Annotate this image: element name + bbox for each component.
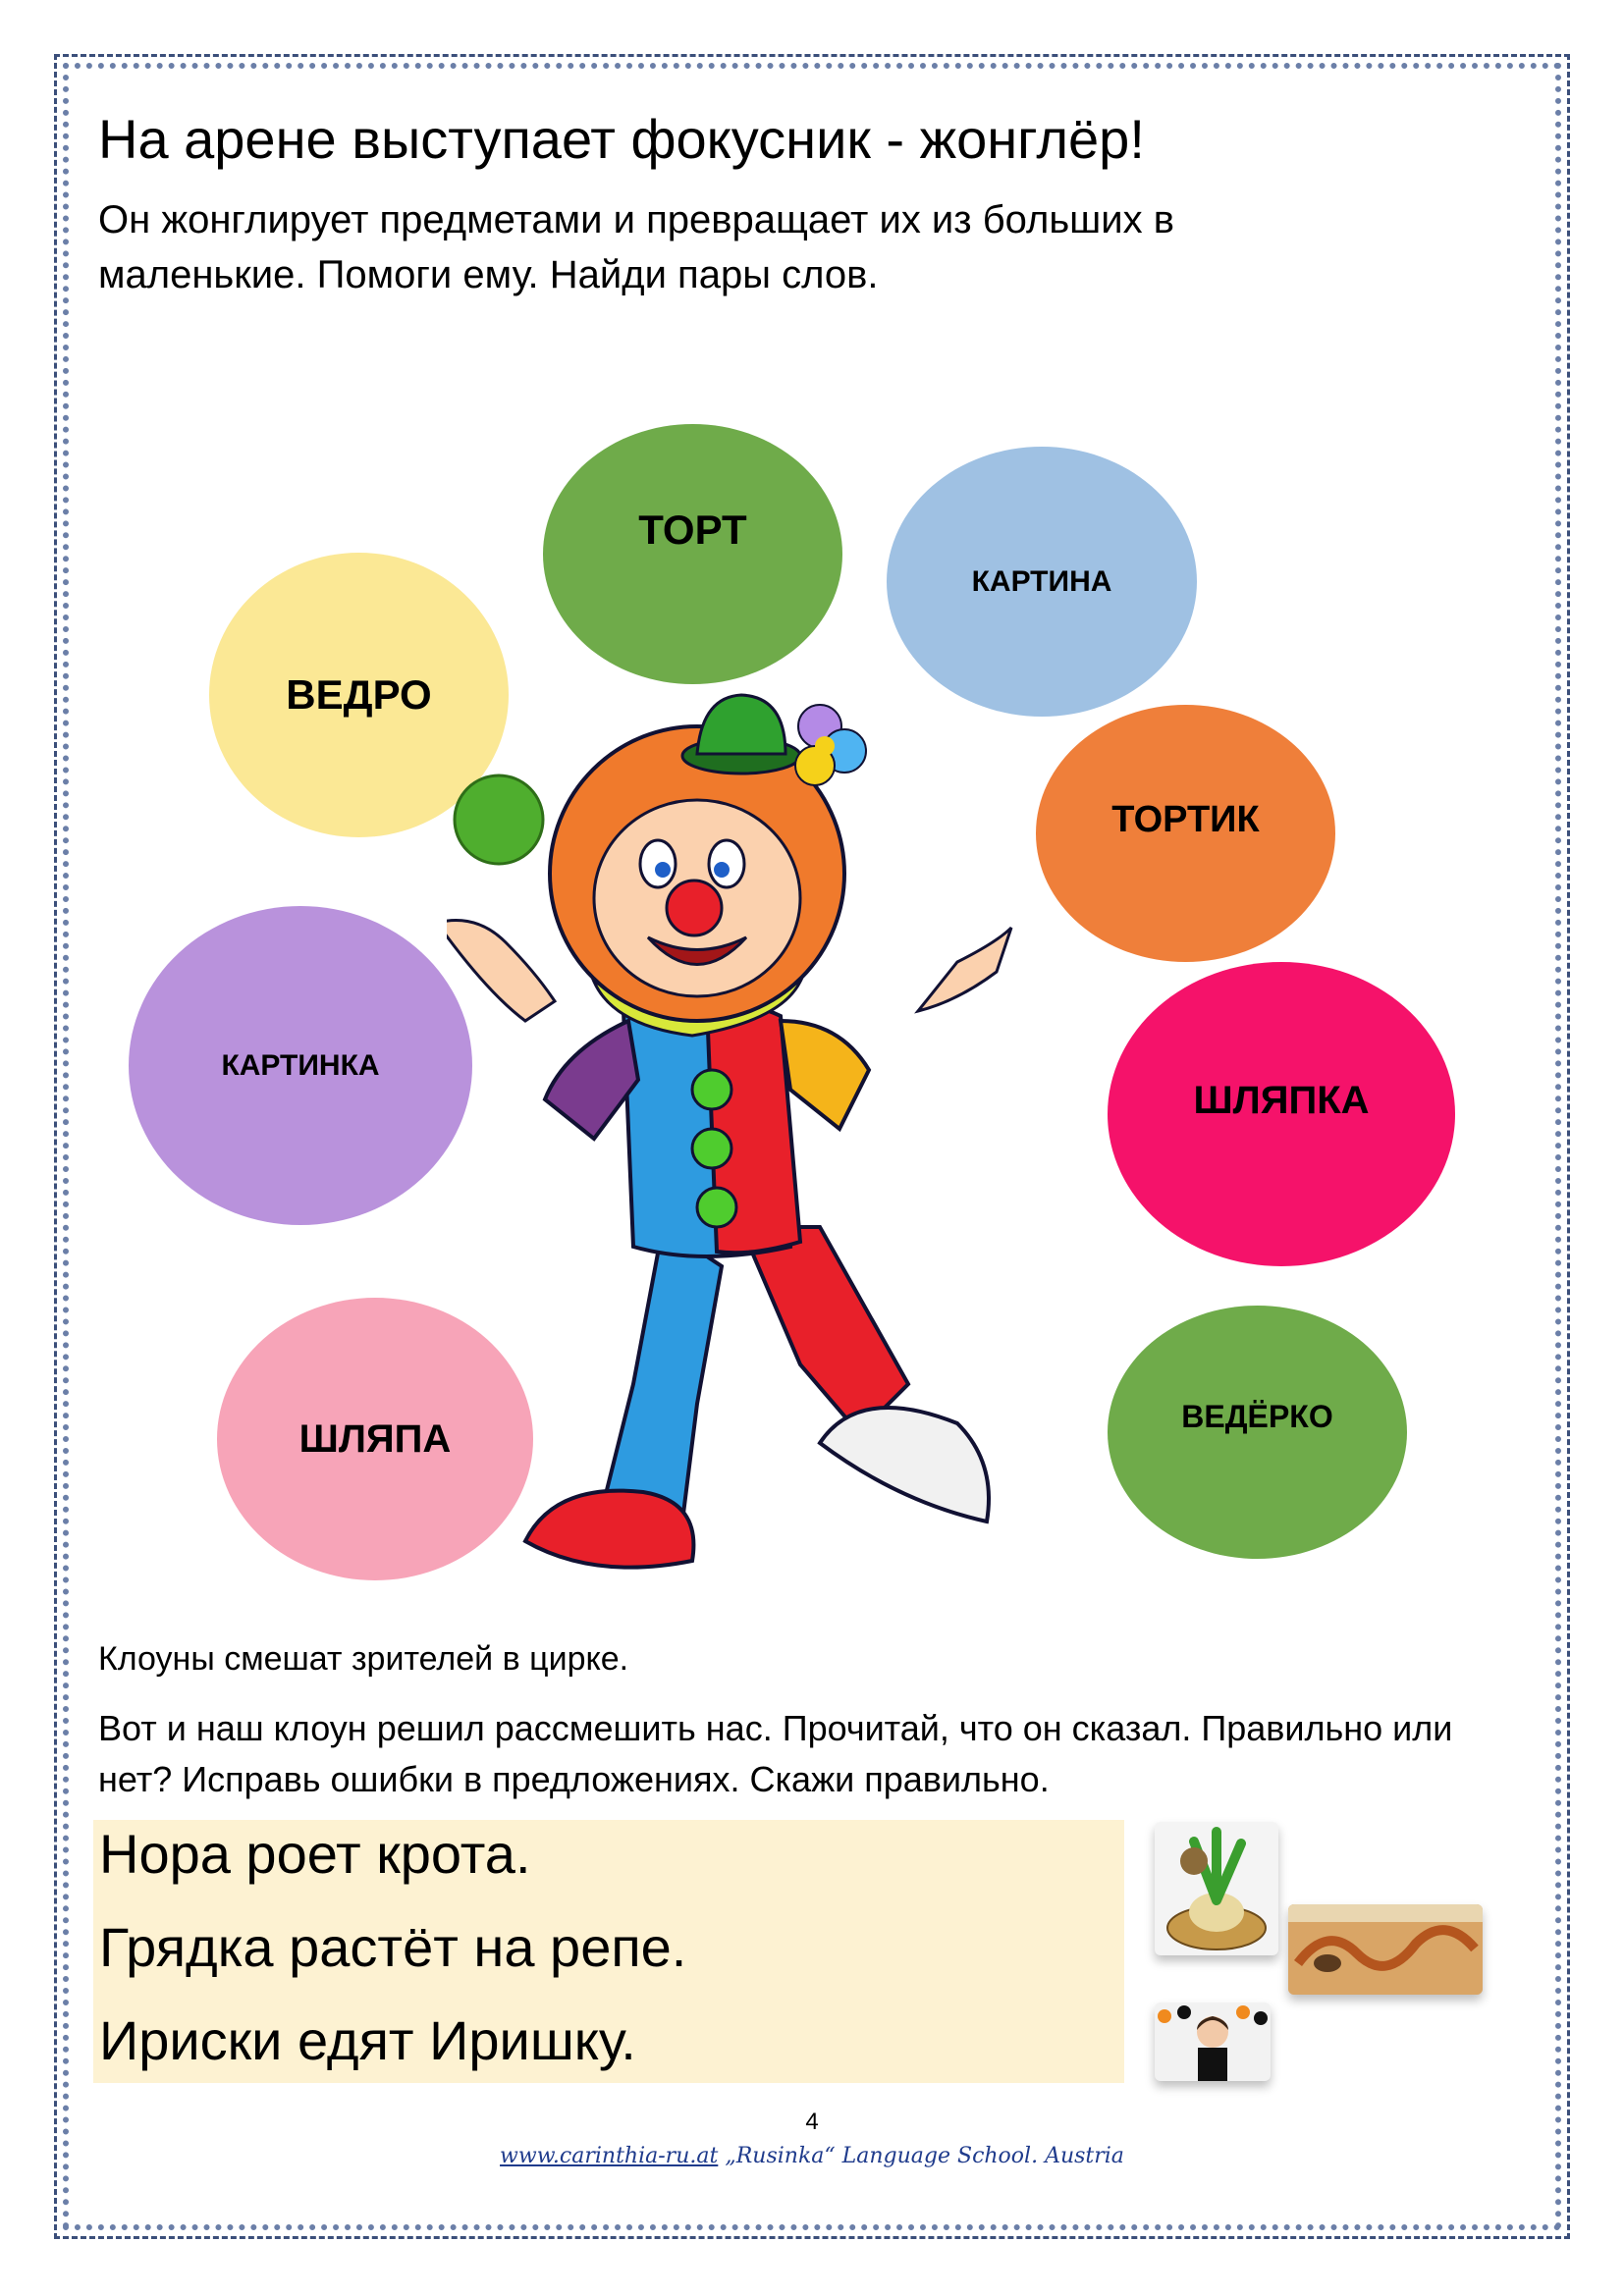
bubble-word: ШЛЯПКА	[1193, 1078, 1370, 1122]
bubble-word: ШЛЯПА	[298, 1416, 452, 1461]
bubble-word: ТОРТ	[638, 506, 747, 553]
word-bubble-kartinka[interactable]	[129, 906, 472, 1225]
word-bubble-kartina[interactable]	[887, 447, 1197, 717]
bubble-word: КАРТИНА	[971, 564, 1112, 598]
mole-burrow-picture-icon	[1288, 1904, 1483, 1995]
bubble-word: КАРТИНКА	[221, 1048, 380, 1082]
page-number: 4	[805, 2109, 819, 2135]
bubble-word: ТОРТИК	[1111, 798, 1260, 840]
footer-link[interactable]: www.carinthia-ru.at	[500, 2144, 719, 2168]
sentences-box	[93, 1820, 1124, 2083]
footer-text: „Rusinka“ Language School. Austria	[718, 2144, 1124, 2168]
task-intro: Он жонглирует предметами и превращает их из больших в маленькие. Помоги ему. Найди пары слов.	[98, 198, 1174, 296]
girl-eating-candy-picture-icon	[1155, 2002, 1271, 2081]
sentence-2: Грядка растёт на репе.	[99, 1916, 687, 1978]
footer	[0, 2144, 1624, 2168]
page-title: На арене выступает фокусник - жонглёр!	[98, 108, 1145, 170]
task-instructions: Вот и наш клоун решил рассмешить нас. Прочитай, что он сказал. Правильно или нет? Исправь ошибки в предложениях. Скажи правильно.	[98, 1708, 1453, 1799]
sentence-3: Ириски едят Иришку.	[99, 2009, 636, 2071]
word-bubble-tort[interactable]	[543, 424, 842, 684]
bubble-word: ВЕДЁРКО	[1181, 1398, 1333, 1434]
circus-statement: Клоуны смешат зрителей в цирке.	[98, 1640, 629, 1678]
word-bubble-shlyapka[interactable]	[1108, 962, 1455, 1266]
sentence-1: Нора роет крота.	[99, 1823, 531, 1885]
juggling-clown-illustration	[447, 677, 1085, 1590]
bubble-word: ВЕДРО	[286, 671, 432, 718]
word-bubble-vedyorko[interactable]	[1108, 1306, 1407, 1559]
turnip-picture-icon	[1155, 1822, 1278, 1955]
